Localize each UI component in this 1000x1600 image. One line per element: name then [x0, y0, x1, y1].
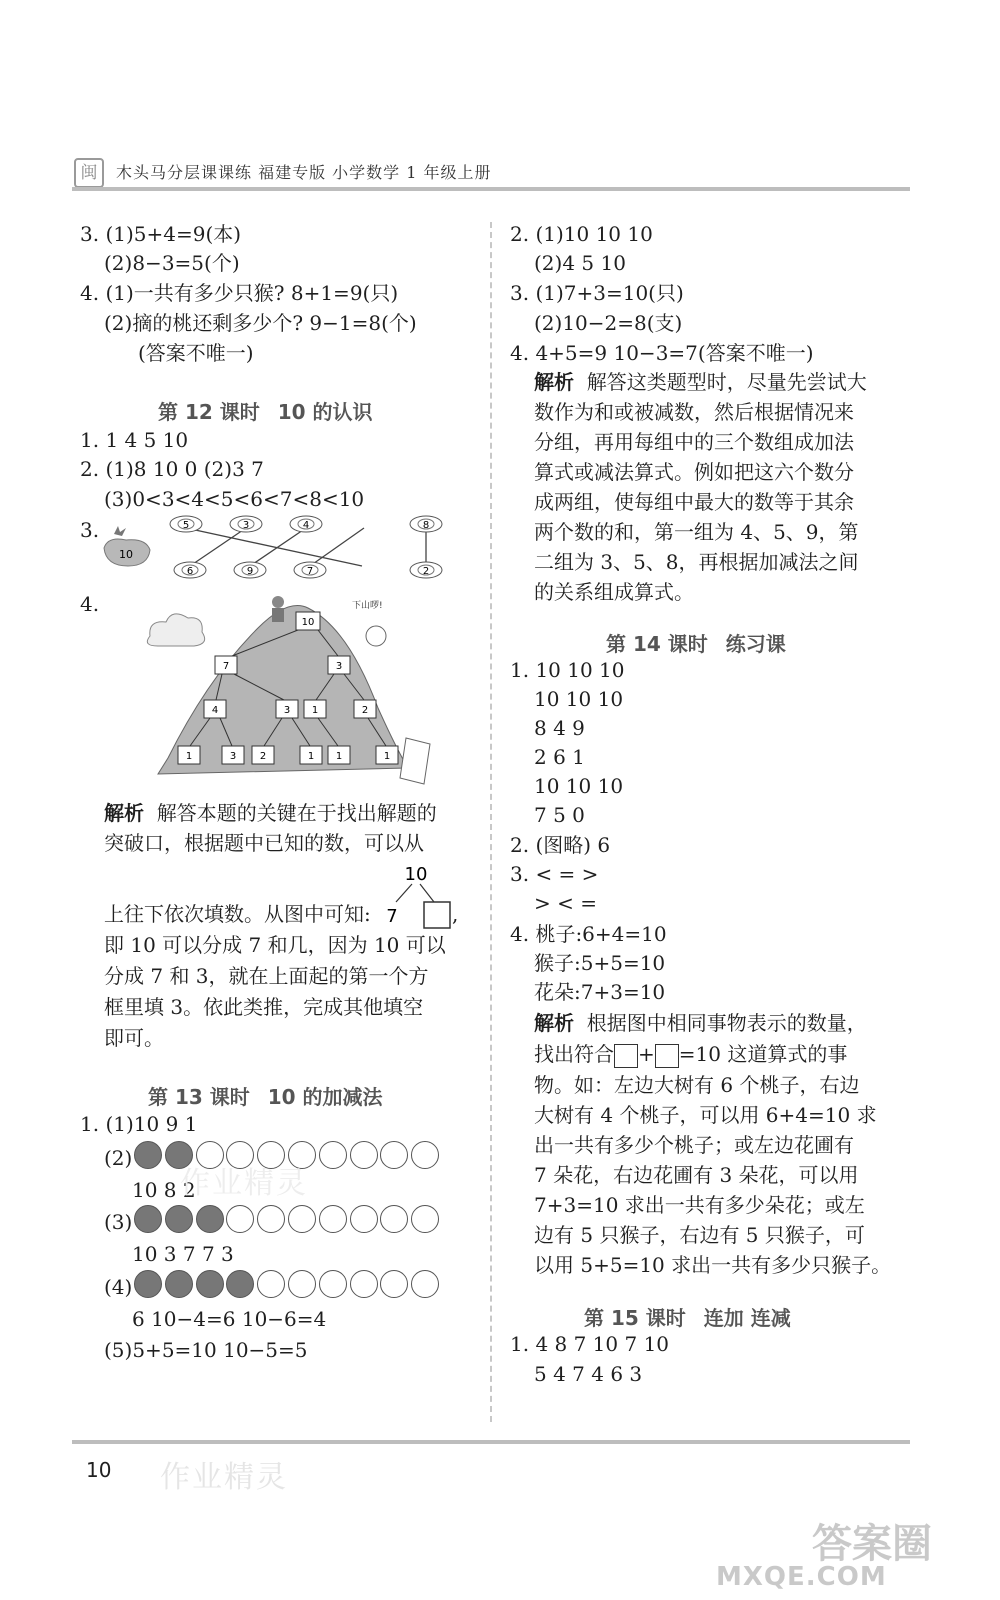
- site-logo: 答案圈: [812, 1521, 932, 1567]
- site-url: MXQE.COM: [716, 1562, 887, 1592]
- circle-row-2-label: (2): [104, 1146, 133, 1170]
- section-number: 第 14 课时: [606, 632, 708, 656]
- empty-circle: [411, 1141, 439, 1169]
- section-name: 10 的认识: [277, 400, 373, 424]
- box-number: 10: [301, 617, 315, 628]
- section-number: 第 15 课时: [584, 1306, 686, 1330]
- empty-circle: [380, 1205, 408, 1233]
- section-name: 10 的加减法: [267, 1085, 383, 1109]
- empty-circle: [380, 1141, 408, 1169]
- box-number: 1: [185, 751, 193, 762]
- circle-row-4: [134, 1270, 442, 1298]
- answer-note: (答案不唯一): [138, 341, 254, 365]
- empty-circle: [350, 1270, 378, 1298]
- box-number: 3: [335, 661, 343, 672]
- section-title-14: [606, 628, 786, 657]
- box-number: 7: [222, 661, 230, 672]
- analysis-label: 解析: [534, 370, 574, 394]
- filled-circle: [196, 1205, 224, 1233]
- sun-icon: [366, 626, 386, 646]
- empty-circle: [226, 1205, 254, 1233]
- s14-answer-3: 3. < = >: [510, 862, 599, 886]
- analysis-line-6: 框里填 3。依此类推，完成其他填空: [104, 995, 424, 1019]
- watermark-faint: 作业精灵: [180, 1166, 308, 1201]
- stone-number: 2: [422, 566, 430, 577]
- s14-answer-4c: 花朵:7+3=10: [534, 980, 666, 1004]
- filled-circle: [165, 1205, 193, 1233]
- r-answer-2-2: (2)4 5 10: [534, 251, 626, 275]
- analysis-line-2: 突破口，根据题中已知的数，可以从: [104, 831, 424, 855]
- analysis-text: 解答本题的关键在于找出解题的: [156, 801, 437, 825]
- s14-answer-4: 4. 桃子:6+4=10: [510, 922, 667, 946]
- empty-circle: [288, 1270, 316, 1298]
- bird-icon: [114, 526, 126, 536]
- empty-circle: [319, 1205, 347, 1233]
- answer-4-2: (2)摘的桃还剩多少个? 9−1=8(个): [104, 311, 417, 335]
- empty-circle: [380, 1270, 408, 1298]
- r-analysis-line-1: [534, 370, 867, 394]
- circle-row-2-values: 10 8 2: [132, 1178, 196, 1202]
- matching-figure: [100, 512, 460, 588]
- r-analysis2-line-8: 边有 5 只猴子，右边有 5 只猴子，可: [534, 1223, 865, 1247]
- s12-answer-2: 2. (1)8 10 0 (2)3 7: [80, 457, 264, 481]
- r-analysis-line-6: 两个数的和，第一组为 4、5、9，第: [534, 520, 859, 544]
- climber-icon: [272, 596, 284, 622]
- circle-row-3-label: (3): [104, 1210, 133, 1234]
- start-number: 10: [119, 548, 133, 561]
- analysis-label: 解析: [104, 801, 144, 825]
- s12-answer-4: 4.: [80, 592, 100, 616]
- box-number: 1: [307, 751, 315, 762]
- r-answer-4: 4. 4+5=9 10−3=7(答案不唯一): [510, 341, 814, 365]
- s12-answer-1: 1. 1 4 5 10: [80, 428, 189, 452]
- tree-top-number: 10: [404, 864, 428, 885]
- r-analysis-line-4: 算式或减法算式。例如把这六个数分: [534, 460, 854, 484]
- analysis-line-1: [104, 801, 437, 825]
- empty-circle: [257, 1270, 285, 1298]
- province-mark: 闽: [74, 158, 104, 188]
- speech-bubble: 下山啰!: [352, 601, 383, 611]
- empty-circle: [319, 1270, 347, 1298]
- r-analysis2-line-4: 大树有 4 个桃子，可以用 6+4=10 求: [534, 1103, 877, 1127]
- filled-circle: [196, 1270, 224, 1298]
- r-analysis-line-8: 的关系组成算式。: [534, 580, 694, 604]
- bottom-stones: [174, 562, 442, 578]
- filled-circle: [134, 1205, 162, 1233]
- book-icon: [400, 738, 430, 784]
- stone-number: 5: [182, 520, 190, 531]
- analysis-text: 找出符合: [534, 1042, 614, 1066]
- section-title-13: [148, 1081, 383, 1110]
- s14-answer-3b: > < =: [534, 891, 597, 915]
- r-answer-3-1: 3. (1)7+3=10(只): [510, 281, 684, 305]
- stone-number: 7: [306, 566, 314, 577]
- empty-circle: [288, 1205, 316, 1233]
- r-analysis-line-3: 分组，再用每组中的三个数组成加法: [534, 430, 854, 454]
- filled-circle: [134, 1141, 162, 1169]
- r-answer-3-2: (2)10−2=8(支): [534, 311, 683, 335]
- cloud-icon: [147, 614, 204, 646]
- split-tree: [382, 864, 472, 938]
- box-number: 1: [335, 751, 343, 762]
- r-analysis2-line-6: 7 朵花，右边花圃有 3 朵花，可以用: [534, 1163, 859, 1187]
- answer-3-2: (2)8−3=5(个): [104, 251, 240, 275]
- top-stones: [170, 516, 442, 532]
- analysis-text: 根据图中相同事物表示的数量，: [586, 1011, 867, 1035]
- r-analysis-line-2: 数作为和或被减数，然后根据情况来: [534, 400, 854, 424]
- answer-4-1: 4. (1)一共有多少只猴? 8+1=9(只): [80, 281, 399, 305]
- s14-answer-4b: 猴子:5+5=10: [534, 951, 666, 975]
- analysis-line-3: 上往下依次填数。从图中可知:: [104, 902, 371, 926]
- section-title-15: [584, 1302, 791, 1331]
- empty-circle: [411, 1205, 439, 1233]
- analysis-comma: ,: [452, 902, 459, 926]
- circle-row-4-values: 6 10−4=6 10−6=4: [132, 1307, 327, 1331]
- empty-circle: [257, 1205, 285, 1233]
- stone-number: 4: [302, 520, 310, 531]
- section-number: 第 12 课时: [158, 400, 260, 424]
- start-stone: [104, 539, 150, 566]
- box-number: 1: [311, 705, 319, 716]
- blank-box: [655, 1044, 679, 1068]
- circle-row-3: [134, 1205, 442, 1233]
- box-number: 3: [283, 705, 291, 716]
- empty-circle: [350, 1141, 378, 1169]
- r-analysis2-line-9: 以用 5+5=10 求出一共有多少只猴子。: [534, 1253, 892, 1277]
- stone-number: 6: [186, 566, 194, 577]
- r-analysis2-line-3: 物。如：左边大树有 6 个桃子，右边: [534, 1073, 860, 1097]
- plus-sign: +: [638, 1042, 655, 1066]
- column-divider: [490, 222, 492, 1422]
- tree-blank-box: [424, 902, 450, 928]
- stone-number: 3: [242, 520, 250, 531]
- section-number: 第 13 课时: [148, 1085, 250, 1109]
- header-divider: [72, 187, 910, 191]
- r-analysis-line-7: 二组为 3、5、8，再根据加减法之间: [534, 550, 859, 574]
- box-number: 2: [361, 705, 369, 716]
- s14-line-6: 7 5 0: [534, 803, 585, 827]
- s14-line-4: 2 6 1: [534, 745, 585, 769]
- blank-box: [614, 1044, 638, 1068]
- r-analysis2-line-2: [534, 1042, 847, 1068]
- analysis-text: =10 这道算式的事: [678, 1042, 848, 1066]
- s13-answer-1: 1. (1)10 9 1: [80, 1112, 198, 1136]
- r-analysis2-line-5: 出一共有多少个桃子；或左边花圃有: [534, 1133, 854, 1157]
- watermark: 作业精灵: [160, 1460, 288, 1495]
- empty-circle: [350, 1205, 378, 1233]
- page-number: 10: [86, 1458, 112, 1482]
- r-analysis-line-5: 成两组，使每组中最大的数等于其余: [534, 490, 854, 514]
- box-number: 2: [259, 751, 267, 762]
- box-number: 1: [383, 751, 391, 762]
- mountain-figure: [138, 588, 438, 792]
- tree-left-number: 7: [386, 906, 398, 927]
- section-name: 练习课: [725, 632, 786, 656]
- filled-circle: [134, 1270, 162, 1298]
- section-name: 连加 连减: [703, 1306, 791, 1330]
- section-title-12: [158, 396, 373, 425]
- circle-row-3-values: 10 3 7 7 3: [132, 1242, 234, 1266]
- filled-circle: [165, 1270, 193, 1298]
- s15-line-1: 1. 4 8 7 10 7 10: [510, 1332, 670, 1356]
- s12-answer-3: 3.: [80, 518, 100, 542]
- book-title: 木头马分层课课练 福建专版 小学数学 1 年级上册: [116, 163, 492, 182]
- r-analysis2-line-1: [534, 1011, 867, 1035]
- analysis-label: 解析: [534, 1011, 574, 1035]
- filled-circle: [226, 1270, 254, 1298]
- s14-answer-2: 2. (图略) 6: [510, 833, 611, 857]
- analysis-text: 解答这类题型时，尽量先尝试大: [586, 370, 867, 394]
- s14-line-2: 10 10 10: [534, 687, 624, 711]
- answer-3-1: 3. (1)5+4=9(本): [80, 222, 242, 246]
- r-analysis2-line-7: 7+3=10 求出一共有多少朵花；或左: [534, 1193, 865, 1217]
- analysis-line-4: 即 10 可以分成 7 和几，因为 10 可以: [104, 933, 446, 957]
- empty-circle: [319, 1141, 347, 1169]
- s14-line-1: 1. 10 10 10: [510, 658, 625, 682]
- s13-answer-5: (5)5+5=10 10−5=5: [104, 1338, 308, 1362]
- box-number: 3: [229, 751, 237, 762]
- empty-circle: [411, 1270, 439, 1298]
- box-number: 4: [211, 705, 219, 716]
- s14-line-5: 10 10 10: [534, 774, 624, 798]
- s12-answer-2-3: (3)0<3<4<5<6<7<8<10: [104, 487, 365, 511]
- match-lines: [186, 528, 426, 566]
- analysis-line-7: 即可。: [104, 1026, 164, 1050]
- footer-divider: [72, 1440, 910, 1444]
- stone-number: 8: [422, 520, 430, 531]
- stone-number: 9: [246, 566, 254, 577]
- s15-line-2: 5 4 7 4 6 3: [534, 1362, 643, 1386]
- s14-line-3: 8 4 9: [534, 716, 585, 740]
- analysis-line-5: 分成 7 和 3，就在上面起的第一个方: [104, 964, 429, 988]
- r-answer-2-1: 2. (1)10 10 10: [510, 222, 653, 246]
- circle-row-4-label: (4): [104, 1275, 133, 1299]
